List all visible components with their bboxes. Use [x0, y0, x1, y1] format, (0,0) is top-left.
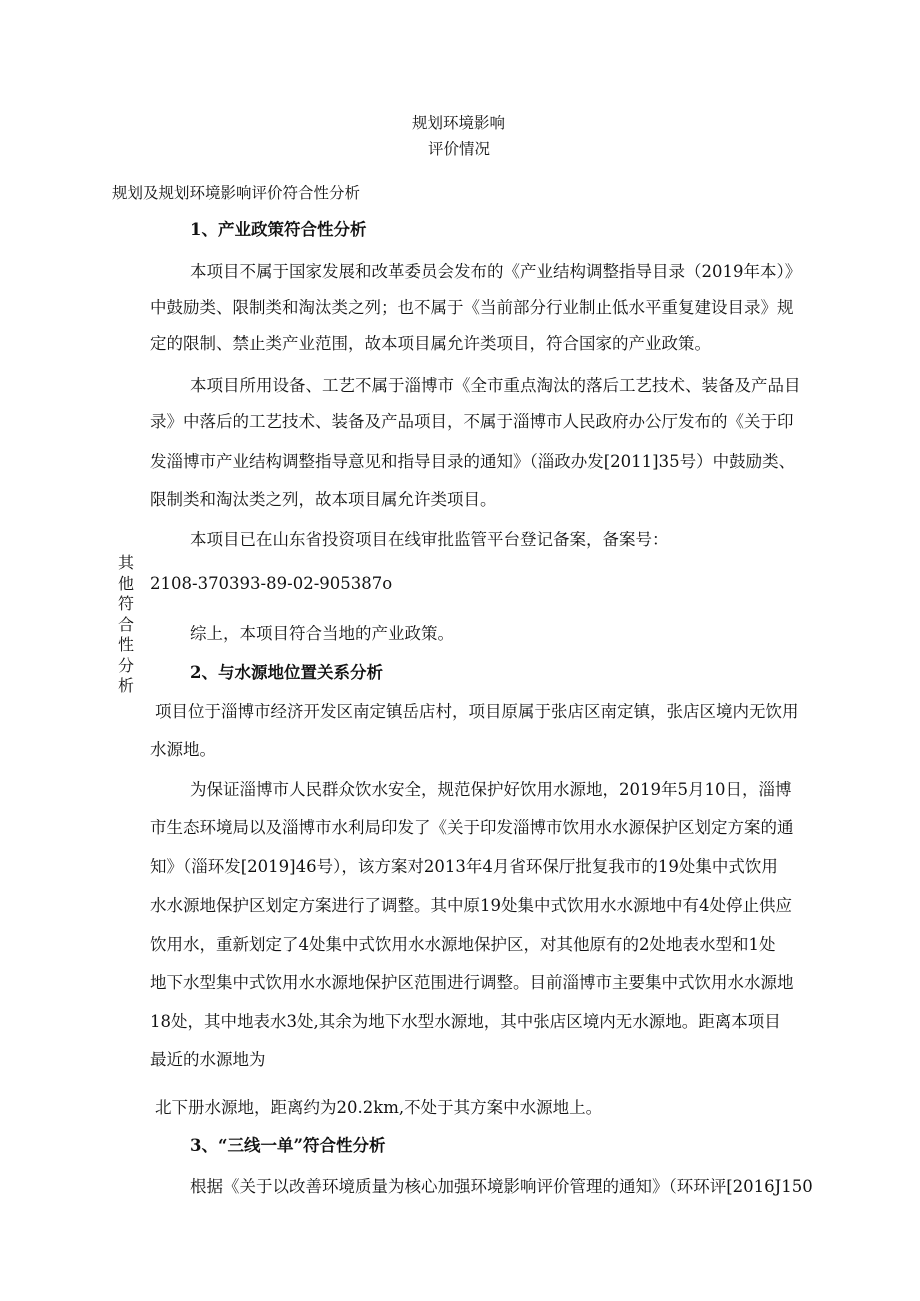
section-subtitle: 规划及规划环境影响评价符合性分析 — [112, 184, 361, 202]
page-title-line1: 规划环境影响 — [412, 114, 506, 132]
paragraph-line: 18处，其中地表水3处,其余为地下水型水源地，其中张店区境内无水源地。距离本项目 — [150, 1012, 781, 1031]
record-number: 2108-370393-89-02-905387o — [150, 574, 393, 593]
section3-heading: 3、“三线一单”符合性分析 — [190, 1136, 386, 1155]
paragraph-line: 录》中落后的工艺技术、装备及产品项目，不属于淄博市人民政府办公厅发布的《关于印 — [150, 412, 794, 431]
section1-heading: 1、产业政策符合性分析 — [190, 220, 367, 239]
paragraph-line: 本项目所用设备、工艺不属于淄博市《全市重点淘汰的落后工艺技术、装备及产品目 — [190, 376, 801, 395]
paragraph-line: 地下水型集中式饮用水水源地保护区范围进行调整。目前淄博市主要集中式饮用水水源地 — [150, 973, 794, 992]
page-title-line2: 评价情况 — [428, 140, 491, 158]
paragraph-line: 最近的水源地为 — [150, 1050, 266, 1069]
section2-heading: 2、与水源地位置关系分析 — [190, 663, 383, 682]
side-label — [116, 553, 136, 697]
side-label-char: 性 — [117, 635, 134, 654]
side-label-char: 其 — [117, 553, 134, 572]
paragraph-line: 水源地。 — [150, 740, 216, 759]
side-label-char: 他 — [117, 573, 134, 593]
paragraph-line: 发淄博市产业结构调整指导意见和指导目录的通知》（淄政办发[2011]35号）中鼓励类、 — [150, 452, 796, 471]
paragraph-line: 知》（淄环发[2019]46号），该方案对2013年4月省环保厅批复我市的19处集中式饮用 — [150, 857, 778, 876]
side-label-char: 符 — [117, 594, 134, 613]
paragraph-line: 本项目已在山东省投资项目在线审批监管平台登记备案，备案号： — [190, 530, 669, 549]
side-label-char: 合 — [117, 614, 134, 634]
paragraph-line: 水水源地保护区划定方案进行了调整。其中原19处集中式饮用水水源地中有4处停止供应 — [150, 896, 792, 915]
paragraph-line: 项目位于淄博市经济开发区南定镇岳店村，项目原属于张店区南定镇，张店区境内无饮用 — [155, 702, 799, 721]
paragraph-line: 根据《关于以改善环境质量为核心加强环境影响评价管理的通知》（环环评[2016J150 — [190, 1177, 813, 1196]
paragraph-line: 定的限制、禁止类产业范围，故本项目属允许类项目，符合国家的产业政策。 — [150, 334, 711, 353]
paragraph-line: 综上，本项目符合当地的产业政策。 — [190, 624, 454, 643]
paragraph-line: 限制类和淘汰类之列，故本项目属允许类项目。 — [150, 490, 497, 509]
paragraph-line: 市生态环境局以及淄博市水利局印发了《关于印发淄博市饮用水水源保护区划定方案的通 — [150, 818, 794, 837]
paragraph-line: 中鼓励类、限制类和淘汰类之列；也不属于《当前部分行业制止低水平重复建设目录》规 — [150, 298, 794, 317]
paragraph-line: 为保证淄博市人民群众饮水安全，规范保护好饮用水源地，2019年5月10日，淄博 — [190, 780, 792, 799]
side-label-char: 析 — [117, 676, 134, 695]
paragraph-line: 北下册水源地，距离约为20.2km,不处于其方案中水源地上。 — [155, 1098, 603, 1117]
side-label-char: 分 — [117, 655, 134, 675]
paragraph-line: 本项目不属于国家发展和改革委员会发布的《产业结构调整指导目录（2019年本）》 — [190, 262, 802, 281]
paragraph-line: 饮用水，重新划定了4处集中式饮用水水源地保护区，对其他原有的2处地表水型和1处 — [150, 935, 776, 954]
